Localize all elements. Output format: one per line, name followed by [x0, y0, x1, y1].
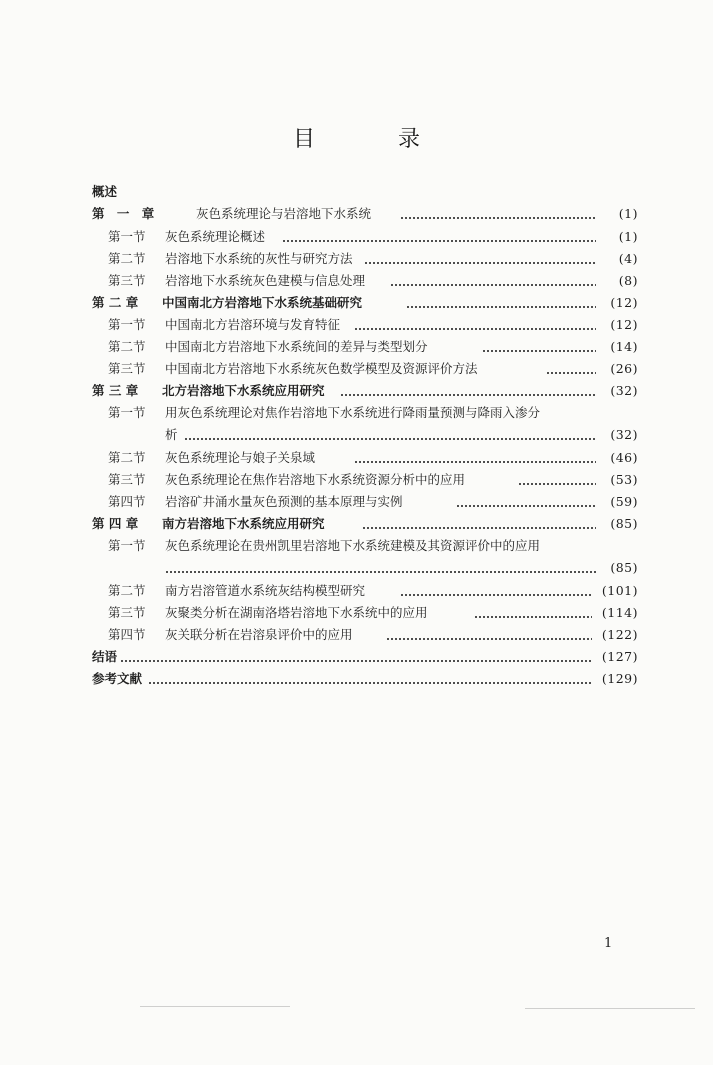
toc-page: (85): [610, 560, 638, 575]
toc-label: 第一节: [108, 405, 146, 420]
toc-section: [0, 227, 713, 247]
toc-page: (14): [610, 339, 638, 354]
toc-entry-overview: [0, 182, 713, 202]
toc-leader: [482, 337, 596, 357]
page-title: 目 录: [293, 127, 458, 152]
toc-label: 第 一 章: [92, 206, 155, 221]
toc-title: 岩溶地下水系统的灰性与研究方法: [165, 251, 353, 266]
toc-title: 用灰色系统理论对焦作岩溶地下水系统进行降雨量预测与降雨入渗分: [165, 405, 541, 420]
toc-page: (122): [601, 627, 638, 642]
toc-leader: [390, 271, 596, 291]
toc-title: 灰聚类分析在湖南洛塔岩溶地下水系统中的应用: [165, 605, 428, 620]
toc-section: [0, 492, 713, 512]
toc-leader: [354, 448, 596, 468]
scan-artifact: [140, 1006, 290, 1007]
toc-title: 北方岩溶地下水系统应用研究: [162, 383, 325, 398]
toc-label: 第二节: [108, 339, 146, 354]
toc-label: 第三节: [108, 472, 146, 487]
toc-page: (1): [618, 229, 638, 244]
toc-title: 南方岩溶地下水系统应用研究: [162, 516, 325, 531]
toc-title: 灰关联分析在岩溶泉评价中的应用: [165, 627, 353, 642]
toc-title: 岩溶矿井涌水量灰色预测的基本原理与实例: [165, 494, 403, 509]
toc-leader: [282, 227, 596, 247]
toc-section: [0, 581, 713, 601]
toc-leader: [120, 647, 592, 667]
page-number: 1: [604, 936, 613, 951]
toc-page: (4): [618, 251, 638, 266]
toc-title: 灰色系统理论概述: [165, 229, 266, 244]
toc-section: [0, 271, 713, 291]
toc-page: (59): [610, 494, 638, 509]
toc-page: (46): [610, 450, 638, 465]
toc-page: (53): [610, 472, 638, 487]
toc-section: [0, 359, 713, 379]
toc-page: (32): [610, 383, 638, 398]
toc-leader: [354, 315, 596, 335]
toc-label: 第 二 章: [92, 295, 139, 310]
toc-section: [0, 448, 713, 468]
toc-label: 第四节: [108, 494, 146, 509]
toc-section: [0, 625, 713, 645]
toc-title: 岩溶地下水系统灰色建模与信息处理: [165, 273, 366, 288]
toc-page: (101): [601, 583, 638, 598]
toc-chapter-3: [0, 381, 713, 401]
toc-title: 灰色系统理论在贵州凯里岩溶地下水系统建模及其资源评价中的应用: [165, 538, 541, 553]
toc-title: 灰色系统理论与岩溶地下水系统: [196, 206, 372, 221]
toc-references: [0, 669, 713, 689]
toc-label: 第一节: [108, 538, 146, 553]
toc-leader: [362, 514, 596, 534]
scan-artifact: [525, 1008, 695, 1009]
toc-section: [0, 315, 713, 335]
toc-section: [0, 403, 713, 423]
toc-page: (12): [610, 295, 638, 310]
toc-label: 第三节: [108, 361, 146, 376]
toc-conclusion: [0, 647, 713, 667]
toc-leader: [546, 359, 596, 379]
toc-label: 概述: [92, 184, 118, 199]
toc-title-continued: 析: [165, 427, 178, 442]
toc-title: 中国南北方岩溶地下水系统间的差异与类型划分: [165, 339, 428, 354]
toc-leader: [184, 425, 596, 445]
toc-section-continuation: [0, 558, 713, 578]
toc-leader: [518, 470, 596, 490]
toc-page: (26): [610, 361, 638, 376]
toc-leader: [364, 249, 596, 269]
toc-section: [0, 249, 713, 269]
toc-title: 南方岩溶管道水系统灰结构模型研究: [165, 583, 366, 598]
toc-title: 中国南北方岩溶地下水系统基础研究: [162, 295, 363, 310]
toc-chapter-2: [0, 293, 713, 313]
toc-page: (127): [601, 649, 638, 664]
toc-label: 结语: [92, 649, 118, 664]
toc-label: 第二节: [108, 251, 146, 266]
toc-title: 灰色系统理论在焦作岩溶地下水系统资源分析中的应用: [165, 472, 466, 487]
toc-page: (12): [610, 317, 638, 332]
toc-section: [0, 337, 713, 357]
toc-title: 中国南北方岩溶地下水系统灰色数学模型及资源评价方法: [165, 361, 478, 376]
toc-label: 第二节: [108, 450, 146, 465]
toc-leader: [340, 381, 596, 401]
toc-label: 第 四 章: [92, 516, 139, 531]
toc-chapter-4: [0, 514, 713, 534]
toc-label: 第一节: [108, 317, 146, 332]
toc-title: 中国南北方岩溶环境与发育特征: [165, 317, 341, 332]
toc-section: [0, 470, 713, 490]
toc-section: [0, 536, 713, 556]
toc-leader: [165, 558, 596, 578]
toc-leader: [406, 293, 596, 313]
toc-leader: [386, 625, 592, 645]
toc-section: [0, 603, 713, 623]
toc-label: 第 三 章: [92, 383, 139, 398]
toc-label: 第四节: [108, 627, 146, 642]
toc-label: 第三节: [108, 605, 146, 620]
toc-title: 灰色系统理论与娘子关泉域: [165, 450, 316, 465]
toc-page: (8): [618, 273, 638, 288]
toc-section-continuation: [0, 425, 713, 445]
toc-page: (32): [610, 427, 638, 442]
toc-page: (1): [618, 206, 638, 221]
toc-page: (85): [610, 516, 638, 531]
toc-label: 第三节: [108, 273, 146, 288]
toc-leader: [456, 492, 596, 512]
toc-label: 参考文献: [92, 671, 143, 686]
toc-leader: [400, 581, 592, 601]
toc-page: (129): [601, 671, 638, 686]
toc-leader: [400, 204, 596, 224]
toc-label: 第一节: [108, 229, 146, 244]
toc-label: 第二节: [108, 583, 146, 598]
toc-chapter-1: [0, 204, 713, 224]
toc-page: (114): [601, 605, 638, 620]
toc-leader: [148, 669, 592, 689]
toc-leader: [474, 603, 592, 623]
